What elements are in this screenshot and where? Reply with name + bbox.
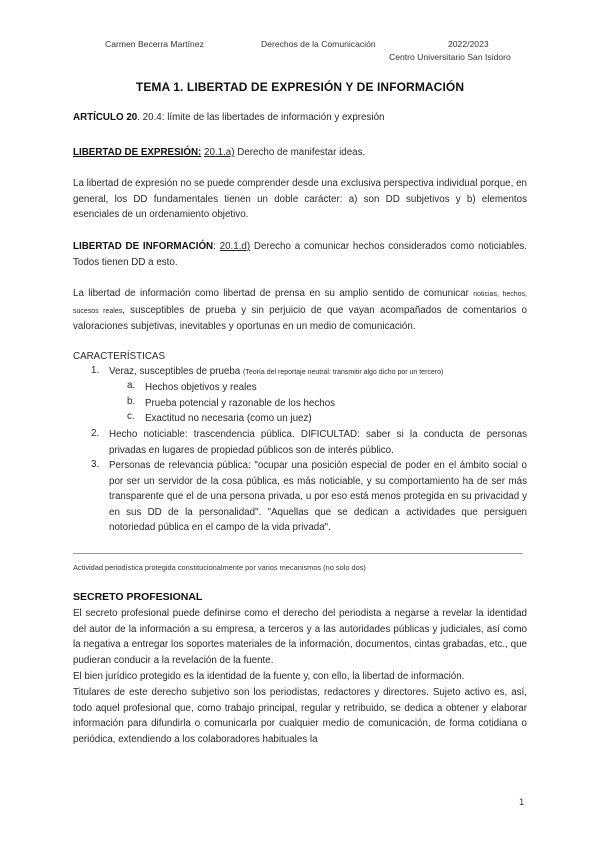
list-number: 1. xyxy=(91,365,100,376)
libertad-expresion-text: Derecho de manifestar ideas. xyxy=(234,147,366,158)
secreto-paragraph-3: Titulares de este derecho subjetivo son los periodistas, redactores y directores. Sujeto activo es, así, todo aquel profesional que, como trabajo principal, regular y retribuido, se dedica a obtener y elaborar información para difundirla o comunicarla por cualquier medio de comunicación, de forma cotidiana o periódica, extendiendo a los colaboradores habituales la xyxy=(73,687,527,745)
secreto-heading: SECRETO PROFESIONAL xyxy=(73,591,203,603)
list-item-relevancia: Personas de relevancia pública: "ocupar una posición especial de poder en el ámbito social o por ser un servidor de la cosa pública, es más noticiable, y su comportamiento ha de ser más transparente que el de una persona privada, u por eso está menos protegida en su privacidad y en sus DD de la personalidad". "Aquellas que se dedican a actividades que persiguen notoriedad pública en el campo de la vida privada". xyxy=(109,460,527,534)
article-20-line xyxy=(73,110,527,126)
sub-item: Exactitud no necesaria (como un juez) xyxy=(145,413,312,424)
paragraph-expresion: La libertad de expresión no se puede comprender desde una exclusiva perspectiva individual porque, en general, los DD fundamentales tienen un doble carácter: a) son DD subjetivos y b) elementos esenciales de un ordenamiento objetivo. xyxy=(73,178,527,221)
list-number: 3. xyxy=(91,459,100,470)
libertad-informacion-text: Derecho a comunicar hechos considerados como noticiables. Todos tienen DD a esto. xyxy=(73,241,527,268)
list-letter: c. xyxy=(127,411,135,422)
article-20-text: . 20.4: límite de las libertades de información y expresión xyxy=(137,112,385,123)
libertad-informacion-label: LIBERTAD DE INFORMACIÓN xyxy=(73,241,214,252)
header-center: Centro Universitario San Isidoro xyxy=(389,52,511,62)
footnote-divider xyxy=(73,553,523,554)
secreto-paragraph-2: El bien jurídico protegido es la identidad de la fuente y, con ello, la libertad de información. xyxy=(73,671,465,682)
page-title: TEMA 1. LIBERTAD DE EXPRESIÓN Y DE INFORMACIÓN xyxy=(135,80,465,94)
header-year: 2022/2023 xyxy=(448,39,489,49)
sub-item: Hechos objetivos y reales xyxy=(145,382,257,393)
caracteristicas-heading: CARACTERÍSTICAS xyxy=(73,351,165,362)
libertad-expresion-ref: 20.1.a) xyxy=(204,147,235,158)
header-author: Carmen Becerra Martínez xyxy=(105,39,204,49)
list-item-noticiable: Hecho noticiable: trascendencia pública. DIFICULTAD: saber si la conducta de personas privadas en lugares de propiedad públicos son de interés público. xyxy=(109,429,527,456)
libertad-expresion-label: LIBERTAD DE EXPRESIÓN: xyxy=(73,147,202,158)
article-20-label: ARTÍCULO 20 xyxy=(73,112,138,123)
header-course: Derechos de la Comunicación xyxy=(261,39,376,49)
list-letter: b. xyxy=(127,396,136,407)
page-number: 1 xyxy=(519,797,525,808)
list-item-veraz: Veraz, susceptibles de prueba (Teoría del reportaje neutral: transmitir algo dicho por un tercero) xyxy=(109,366,444,377)
secreto-paragraph-1: El secreto profesional puede definirse como el derecho del periodista a negarse a revelar la identidad del autor de la información a su empresa, a terceros y a las autoridades públicas y judiciales, así como la negativa a entregar los soportes materiales de la información, documentos, cintas grabadas, etc., que pudieran conducir a la revelación de la fuente. xyxy=(73,608,527,666)
sub-item: Prueba potencial y razonable de los hechos xyxy=(145,398,336,409)
libertad-informacion-ref: 20.1.d) xyxy=(219,241,251,252)
list-number: 2. xyxy=(91,428,100,439)
libertad-expresion-line xyxy=(73,145,527,161)
list-letter: a. xyxy=(127,380,136,391)
libertad-informacion-line: LIBERTAD DE INFORMACIÓN: 20.1.d) Derecho a comunicar hechos considerados como noticiables. Todos tienen DD a esto. xyxy=(73,241,527,268)
footnote: Actividad periodística protegida constitucionalmente por varios mecanismos (no solo dos) xyxy=(73,563,366,572)
paragraph-informacion: La libertad de información como libertad de prensa en su amplio sentido de comunicar noticias, hechos, sucesos reales, susceptibles de prueba y sin perjuicio de que vayan acompañados de comentarios o valoraciones subjetivas, inevitables y oportunas en un medio de comunicación. xyxy=(73,288,527,333)
